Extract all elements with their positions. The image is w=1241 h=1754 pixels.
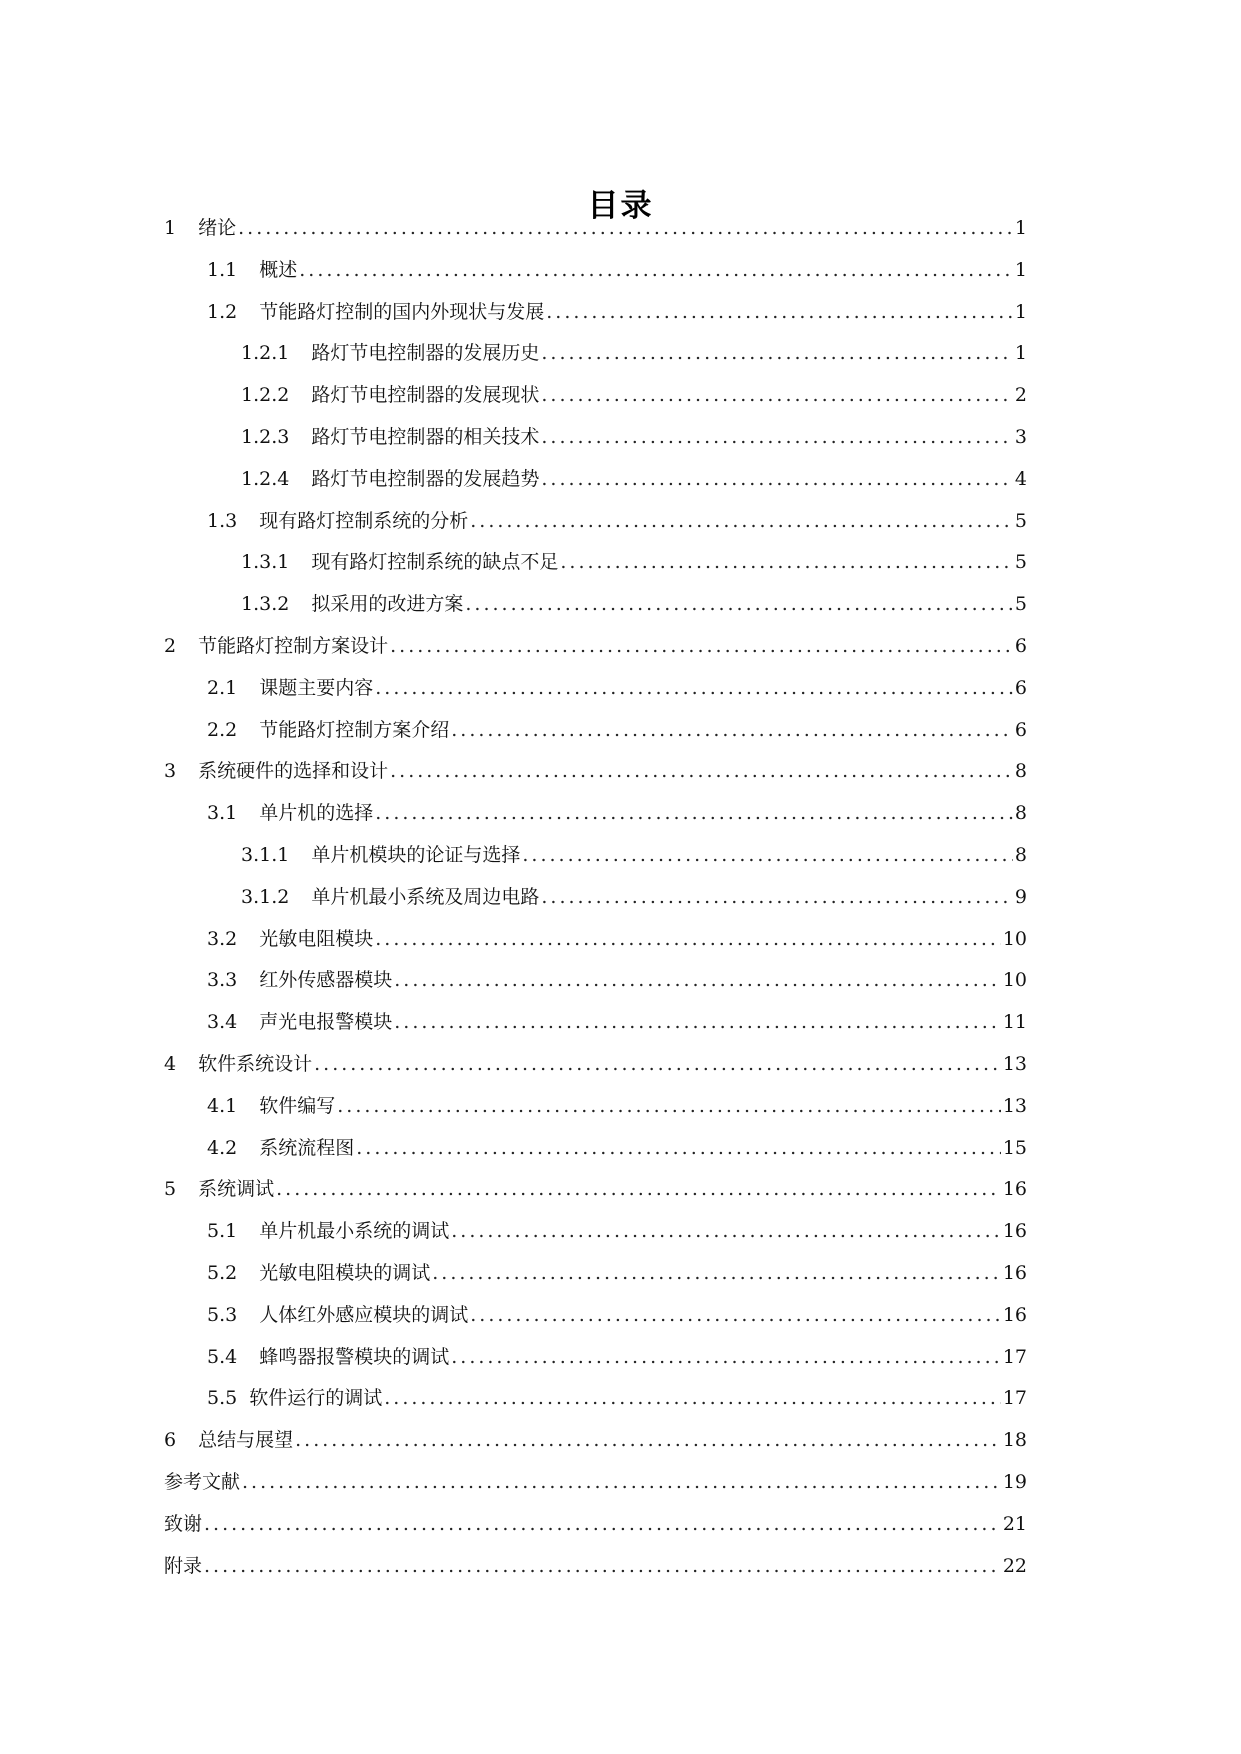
toc-entry-title: 光敏电阻模块 xyxy=(259,927,374,950)
toc-entry-title: 软件编写 xyxy=(259,1094,336,1117)
toc-entry[interactable] xyxy=(164,710,1027,752)
toc-entry-number: 5.5 xyxy=(207,1387,238,1410)
toc-entry-title: 软件系统设计 xyxy=(198,1052,313,1075)
toc-entry-number: 1 xyxy=(164,217,177,239)
toc-entry-page-number: 18 xyxy=(1002,1429,1027,1452)
toc-entry[interactable] xyxy=(164,835,1027,877)
toc-entry-number: 2.1 xyxy=(207,676,238,699)
toc-dot-leader xyxy=(541,333,1013,375)
toc-entry-number: 1.2.1 xyxy=(241,342,290,365)
toc-dot-leader xyxy=(541,459,1013,501)
toc-entry-number: 4 xyxy=(164,1052,177,1075)
toc-entry-title: 红外传感器模块 xyxy=(259,969,393,992)
toc-entry-title: 现有路灯控制系统的分析 xyxy=(259,509,469,532)
toc-dot-leader xyxy=(541,877,1013,919)
toc-entry-page-number: 3 xyxy=(1014,425,1027,448)
toc-entry-title: 单片机最小系统及周边电路 xyxy=(311,885,540,908)
toc-entry[interactable] xyxy=(164,250,1027,292)
toc-dot-leader xyxy=(541,375,1013,417)
toc-entry[interactable] xyxy=(164,1169,1027,1211)
toc-entry-page-number: 6 xyxy=(1014,634,1027,657)
toc-entry[interactable] xyxy=(164,919,1027,961)
toc-dot-leader xyxy=(394,1002,1001,1044)
toc-entry-number: 2 xyxy=(164,634,177,657)
toc-dot-leader xyxy=(522,835,1013,877)
toc-dot-leader xyxy=(465,584,1013,626)
toc-entry-page-number: 6 xyxy=(1014,718,1027,741)
toc-entry-page-number: 13 xyxy=(1002,1094,1027,1117)
toc-entry-title: 概述 xyxy=(259,258,298,281)
toc-entry[interactable] xyxy=(164,1462,1027,1504)
toc-entry-title: 拟采用的改进方案 xyxy=(311,593,464,616)
toc-dot-leader xyxy=(295,1420,1001,1462)
toc-entry-page-number: 5 xyxy=(1014,551,1027,574)
toc-entry-page-number: 1 xyxy=(1014,217,1027,239)
toc-dot-leader xyxy=(299,250,1013,292)
table-of-contents xyxy=(164,208,1027,1587)
toc-entry[interactable] xyxy=(164,1002,1027,1044)
toc-dot-leader xyxy=(541,417,1013,459)
toc-dot-leader xyxy=(432,1253,1001,1295)
toc-entry[interactable] xyxy=(164,1337,1027,1379)
toc-entry[interactable] xyxy=(164,1253,1027,1295)
toc-entry-page-number: 21 xyxy=(1002,1512,1027,1535)
toc-entry[interactable] xyxy=(164,417,1027,459)
toc-entry-page-number: 1 xyxy=(1014,258,1027,281)
toc-entry-page-number: 17 xyxy=(1002,1345,1027,1368)
toc-entry-number: 2.2 xyxy=(207,718,238,741)
toc-entry-title: 软件运行的调试 xyxy=(249,1387,383,1410)
toc-entry-title: 声光电报警模块 xyxy=(259,1011,393,1034)
toc-entry[interactable] xyxy=(164,1211,1027,1253)
toc-entry-title: 系统调试 xyxy=(198,1178,275,1201)
toc-entry-number: 5.2 xyxy=(207,1261,238,1284)
toc-entry-page-number: 4 xyxy=(1014,467,1027,490)
toc-entry-number: 3.3 xyxy=(207,969,238,992)
toc-entry[interactable] xyxy=(164,1378,1027,1420)
toc-entry-page-number: 10 xyxy=(1002,927,1027,950)
toc-entry-page-number: 8 xyxy=(1014,760,1027,783)
toc-entry-page-number: 16 xyxy=(1002,1220,1027,1243)
toc-entry-page-number: 19 xyxy=(1002,1470,1027,1493)
toc-entry-number: 3.1.2 xyxy=(241,885,290,908)
toc-dot-leader xyxy=(394,960,1001,1002)
toc-entry-title: 系统硬件的选择和设计 xyxy=(198,760,389,783)
toc-entry-title: 参考文献 xyxy=(164,1470,241,1493)
toc-entry-number: 3 xyxy=(164,760,177,783)
toc-entry-number: 1.1 xyxy=(207,258,238,281)
toc-entry[interactable] xyxy=(164,1128,1027,1170)
toc-entry-number: 1.3.2 xyxy=(241,593,290,616)
toc-dot-leader xyxy=(384,1378,1001,1420)
toc-dot-leader xyxy=(470,1295,1001,1337)
toc-entry-number: 1.2.4 xyxy=(241,467,290,490)
toc-entry-number: 6 xyxy=(164,1429,177,1452)
toc-entry[interactable] xyxy=(164,877,1027,919)
toc-entry-number: 1.3 xyxy=(207,509,238,532)
toc-entry-title: 人体红外感应模块的调试 xyxy=(259,1303,469,1326)
toc-entry-title: 节能路灯控制方案介绍 xyxy=(259,718,450,741)
toc-entry-number: 5.3 xyxy=(207,1303,238,1326)
toc-entry-number: 1.3.1 xyxy=(241,551,290,574)
toc-entry-page-number: 17 xyxy=(1002,1387,1027,1410)
toc-entry-number: 5.4 xyxy=(207,1345,238,1368)
toc-entry-page-number: 2 xyxy=(1014,384,1027,407)
toc-entry-number: 3.1 xyxy=(207,802,238,825)
toc-entry-page-number: 8 xyxy=(1014,802,1027,825)
toc-entry[interactable] xyxy=(164,793,1027,835)
toc-entry-number: 5.1 xyxy=(207,1220,238,1243)
toc-entry-title: 路灯节电控制器的相关技术 xyxy=(311,425,540,448)
toc-dot-leader xyxy=(470,501,1013,543)
toc-entry-page-number: 16 xyxy=(1002,1261,1027,1284)
toc-entry-title: 光敏电阻模块的调试 xyxy=(259,1261,431,1284)
toc-entry-title: 节能路灯控制的国内外现状与发展 xyxy=(259,300,545,323)
toc-entry[interactable] xyxy=(164,584,1027,626)
toc-entry-page-number: 15 xyxy=(1002,1136,1027,1159)
toc-dot-leader xyxy=(451,1337,1001,1379)
toc-entry-page-number: 1 xyxy=(1014,342,1027,365)
page-title: 目录 xyxy=(587,187,654,224)
toc-entry[interactable] xyxy=(164,1044,1027,1086)
toc-entry-number: 3.2 xyxy=(207,927,238,950)
toc-entry-title: 单片机的选择 xyxy=(259,802,374,825)
toc-entry[interactable] xyxy=(164,1295,1027,1337)
toc-dot-leader xyxy=(390,751,1013,793)
toc-entry-title: 路灯节电控制器的发展趋势 xyxy=(311,467,540,490)
toc-entry[interactable] xyxy=(164,459,1027,501)
toc-entry[interactable] xyxy=(164,375,1027,417)
toc-entry-page-number: 6 xyxy=(1014,676,1027,699)
toc-entry-page-number: 16 xyxy=(1002,1178,1027,1201)
toc-entry-page-number: 10 xyxy=(1002,969,1027,992)
toc-entry-page-number: 1 xyxy=(1014,300,1027,323)
toc-entry[interactable] xyxy=(164,1086,1027,1128)
toc-dot-leader xyxy=(337,1086,1001,1128)
toc-entry-title: 绪论 xyxy=(198,217,237,239)
toc-dot-leader xyxy=(375,919,1001,961)
toc-entry-title: 蜂鸣器报警模块的调试 xyxy=(259,1345,450,1368)
toc-dot-leader xyxy=(560,542,1013,584)
toc-dot-leader xyxy=(204,1504,1001,1546)
toc-entry-number: 4.1 xyxy=(207,1094,238,1117)
toc-dot-leader xyxy=(356,1128,1001,1170)
toc-entry-title: 总结与展望 xyxy=(198,1429,294,1452)
toc-entry[interactable] xyxy=(164,208,1027,250)
toc-dot-leader xyxy=(375,793,1013,835)
toc-dot-leader xyxy=(204,1546,1001,1588)
toc-entry-page-number: 9 xyxy=(1014,885,1027,908)
toc-entry-title: 路灯节电控制器的发展历史 xyxy=(311,342,540,365)
toc-entry-number: 5 xyxy=(164,1178,177,1201)
toc-entry-page-number: 16 xyxy=(1002,1303,1027,1326)
toc-entry[interactable] xyxy=(164,751,1027,793)
toc-entry-page-number: 22 xyxy=(1002,1554,1027,1577)
toc-dot-leader xyxy=(276,1169,1001,1211)
toc-dot-leader xyxy=(242,1462,1001,1504)
toc-entry-title: 单片机模块的论证与选择 xyxy=(311,843,521,866)
toc-dot-leader xyxy=(390,626,1013,668)
toc-dot-leader xyxy=(451,1211,1001,1253)
toc-entry-title: 单片机最小系统的调试 xyxy=(259,1220,450,1243)
toc-entry[interactable] xyxy=(164,292,1027,334)
toc-entry[interactable] xyxy=(164,501,1027,543)
toc-entry-title: 路灯节电控制器的发展现状 xyxy=(311,384,540,407)
toc-entry[interactable] xyxy=(164,1420,1027,1462)
toc-entry[interactable] xyxy=(164,626,1027,668)
toc-entry-page-number: 5 xyxy=(1014,509,1027,532)
toc-dot-leader xyxy=(546,292,1013,334)
toc-dot-leader xyxy=(238,208,1013,250)
toc-entry-number: 3.1.1 xyxy=(241,843,290,866)
toc-entry-title: 节能路灯控制方案设计 xyxy=(198,634,389,657)
toc-entry-page-number: 13 xyxy=(1002,1052,1027,1075)
toc-entry-page-number: 11 xyxy=(1002,1011,1027,1034)
toc-entry-number: 1.2 xyxy=(207,300,238,323)
toc-dot-leader xyxy=(375,668,1013,710)
toc-entry-title: 课题主要内容 xyxy=(259,676,374,699)
toc-dot-leader xyxy=(451,710,1013,752)
toc-entry-page-number: 8 xyxy=(1014,843,1027,866)
toc-entry-number: 3.4 xyxy=(207,1011,238,1034)
toc-entry[interactable] xyxy=(164,1546,1027,1588)
toc-entry[interactable] xyxy=(164,1504,1027,1546)
toc-entry[interactable] xyxy=(164,668,1027,710)
toc-entry-title: 附录 xyxy=(164,1554,203,1577)
toc-entry-number: 4.2 xyxy=(207,1136,238,1159)
toc-dot-leader xyxy=(314,1044,1001,1086)
toc-entry-title: 现有路灯控制系统的缺点不足 xyxy=(311,551,559,574)
toc-entry[interactable] xyxy=(164,960,1027,1002)
toc-entry[interactable] xyxy=(164,333,1027,375)
toc-entry-number: 1.2.2 xyxy=(241,384,290,407)
toc-entry-title: 系统流程图 xyxy=(259,1136,355,1159)
toc-entry-title: 致谢 xyxy=(164,1512,203,1535)
toc-entry-number: 1.2.3 xyxy=(241,425,290,448)
toc-entry-page-number: 5 xyxy=(1014,593,1027,616)
toc-entry[interactable] xyxy=(164,542,1027,584)
